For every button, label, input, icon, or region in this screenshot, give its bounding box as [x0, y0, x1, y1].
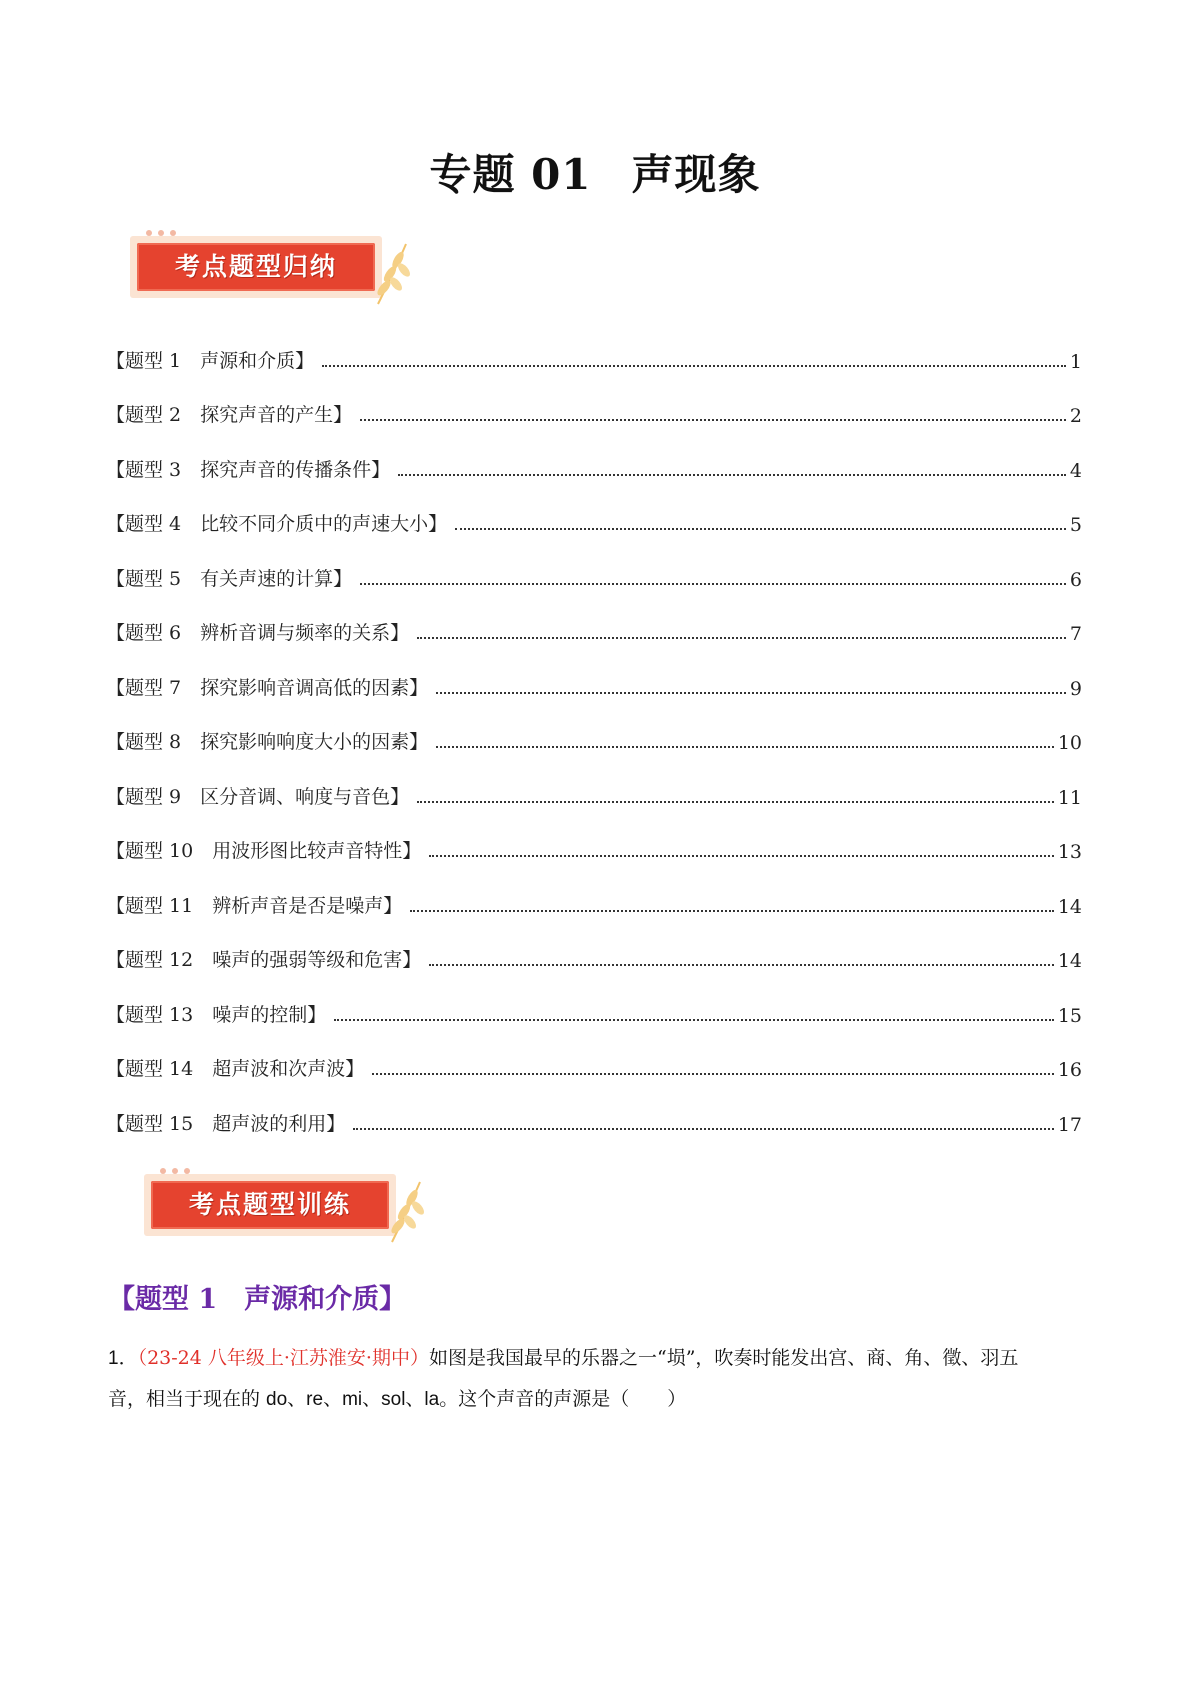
toc-item-page: 1 — [1069, 351, 1082, 373]
section-banner-training — [144, 1168, 434, 1248]
toc-item[interactable] — [106, 506, 1082, 536]
question-line-2 — [108, 1379, 1084, 1420]
toc-item[interactable] — [106, 779, 1082, 809]
toc-item[interactable] — [106, 670, 1082, 700]
page-title — [0, 142, 1190, 202]
section-heading: 【题型 1 声源和介质】 — [108, 1284, 407, 1315]
title-part1: 专题 01 — [429, 150, 592, 199]
toc-item-label: 【题型 2 探究声音的产生】 — [106, 404, 353, 426]
toc-item-page: 14 — [1057, 896, 1082, 918]
toc-item-page: 7 — [1069, 623, 1082, 645]
toc-item-page: 5 — [1069, 514, 1082, 536]
toc-item[interactable] — [106, 452, 1082, 482]
question-text-2b: 。这个声音的声源是（ ） — [439, 1388, 687, 1410]
toc-item[interactable] — [106, 561, 1082, 591]
toc-item[interactable] — [106, 724, 1082, 754]
toc-item-label: 【题型 4 比较不同介质中的声速大小】 — [106, 513, 448, 535]
toc-item[interactable] — [106, 615, 1082, 645]
banner-label-training: 考点题型训练 — [188, 1190, 351, 1219]
toc-item-label: 【题型 6 辨析音调与频率的关系】 — [106, 622, 410, 644]
toc-item[interactable] — [106, 397, 1082, 427]
toc-item-label: 【题型 15 超声波的利用】 — [106, 1113, 346, 1135]
toc-item[interactable] — [106, 1051, 1082, 1081]
toc-item-label: 【题型 5 有关声速的计算】 — [106, 568, 353, 590]
toc-item-label: 【题型 10 用波形图比较声音特性】 — [106, 840, 422, 862]
toc-item-label: 【题型 8 探究影响响度大小的因素】 — [106, 731, 429, 753]
question-text-2a: 音，相当于现在的 — [108, 1388, 267, 1410]
toc-item-label: 【题型 13 噪声的控制】 — [106, 1004, 327, 1026]
toc-item-page: 15 — [1057, 1005, 1082, 1027]
question-source: （23-24 八年级上·江苏淮安·期中） — [137, 1347, 429, 1369]
toc-item-page: 6 — [1069, 569, 1082, 591]
toc-item-page: 13 — [1057, 841, 1082, 863]
toc-item-label: 【题型 11 辨析声音是否是噪声】 — [106, 895, 403, 917]
question-item — [108, 1338, 1084, 1420]
toc-item-page: 10 — [1057, 732, 1082, 754]
title-part2: 声现象 — [631, 150, 761, 199]
wheat-leaf-icon — [368, 238, 414, 308]
section-banner-summary — [130, 230, 420, 310]
toc-item-label: 【题型 9 区分音调、响度与音色】 — [106, 786, 410, 808]
toc-item-page: 2 — [1069, 405, 1082, 427]
question-notes: do、re、mi、sol、la — [266, 1389, 440, 1410]
toc-item-page: 16 — [1057, 1059, 1082, 1081]
wheat-leaf-icon — [382, 1176, 428, 1246]
toc-item[interactable] — [106, 942, 1082, 972]
toc-item-label: 【题型 3 探究声音的传播条件】 — [106, 459, 391, 481]
question-line-1 — [108, 1338, 1084, 1379]
toc-item-label: 【题型 1 声源和介质】 — [106, 350, 315, 372]
toc-item[interactable] — [106, 833, 1082, 863]
toc-item-page: 11 — [1057, 787, 1082, 809]
question-text-1: 如图是我国最早的乐器之一“埙”，吹奏时能发出宫、商、角、徵、羽五 — [428, 1347, 1019, 1369]
toc-item[interactable] — [106, 343, 1082, 373]
toc-item-label: 【题型 14 超声波和次声波】 — [106, 1058, 365, 1080]
banner-label-summary: 考点题型归纳 — [174, 252, 337, 281]
toc-item-page: 17 — [1057, 1114, 1082, 1136]
toc-item[interactable] — [106, 888, 1082, 918]
toc-item-label: 【题型 12 噪声的强弱等级和危害】 — [106, 949, 422, 971]
toc-item-page: 9 — [1069, 678, 1082, 700]
toc-item-label: 【题型 7 探究影响音调高低的因素】 — [106, 677, 429, 699]
toc-item-page: 14 — [1057, 950, 1082, 972]
question-number: 1． — [108, 1348, 138, 1369]
toc-item[interactable] — [106, 1106, 1082, 1136]
toc-item-page: 4 — [1069, 460, 1082, 482]
toc-item[interactable] — [106, 997, 1082, 1027]
